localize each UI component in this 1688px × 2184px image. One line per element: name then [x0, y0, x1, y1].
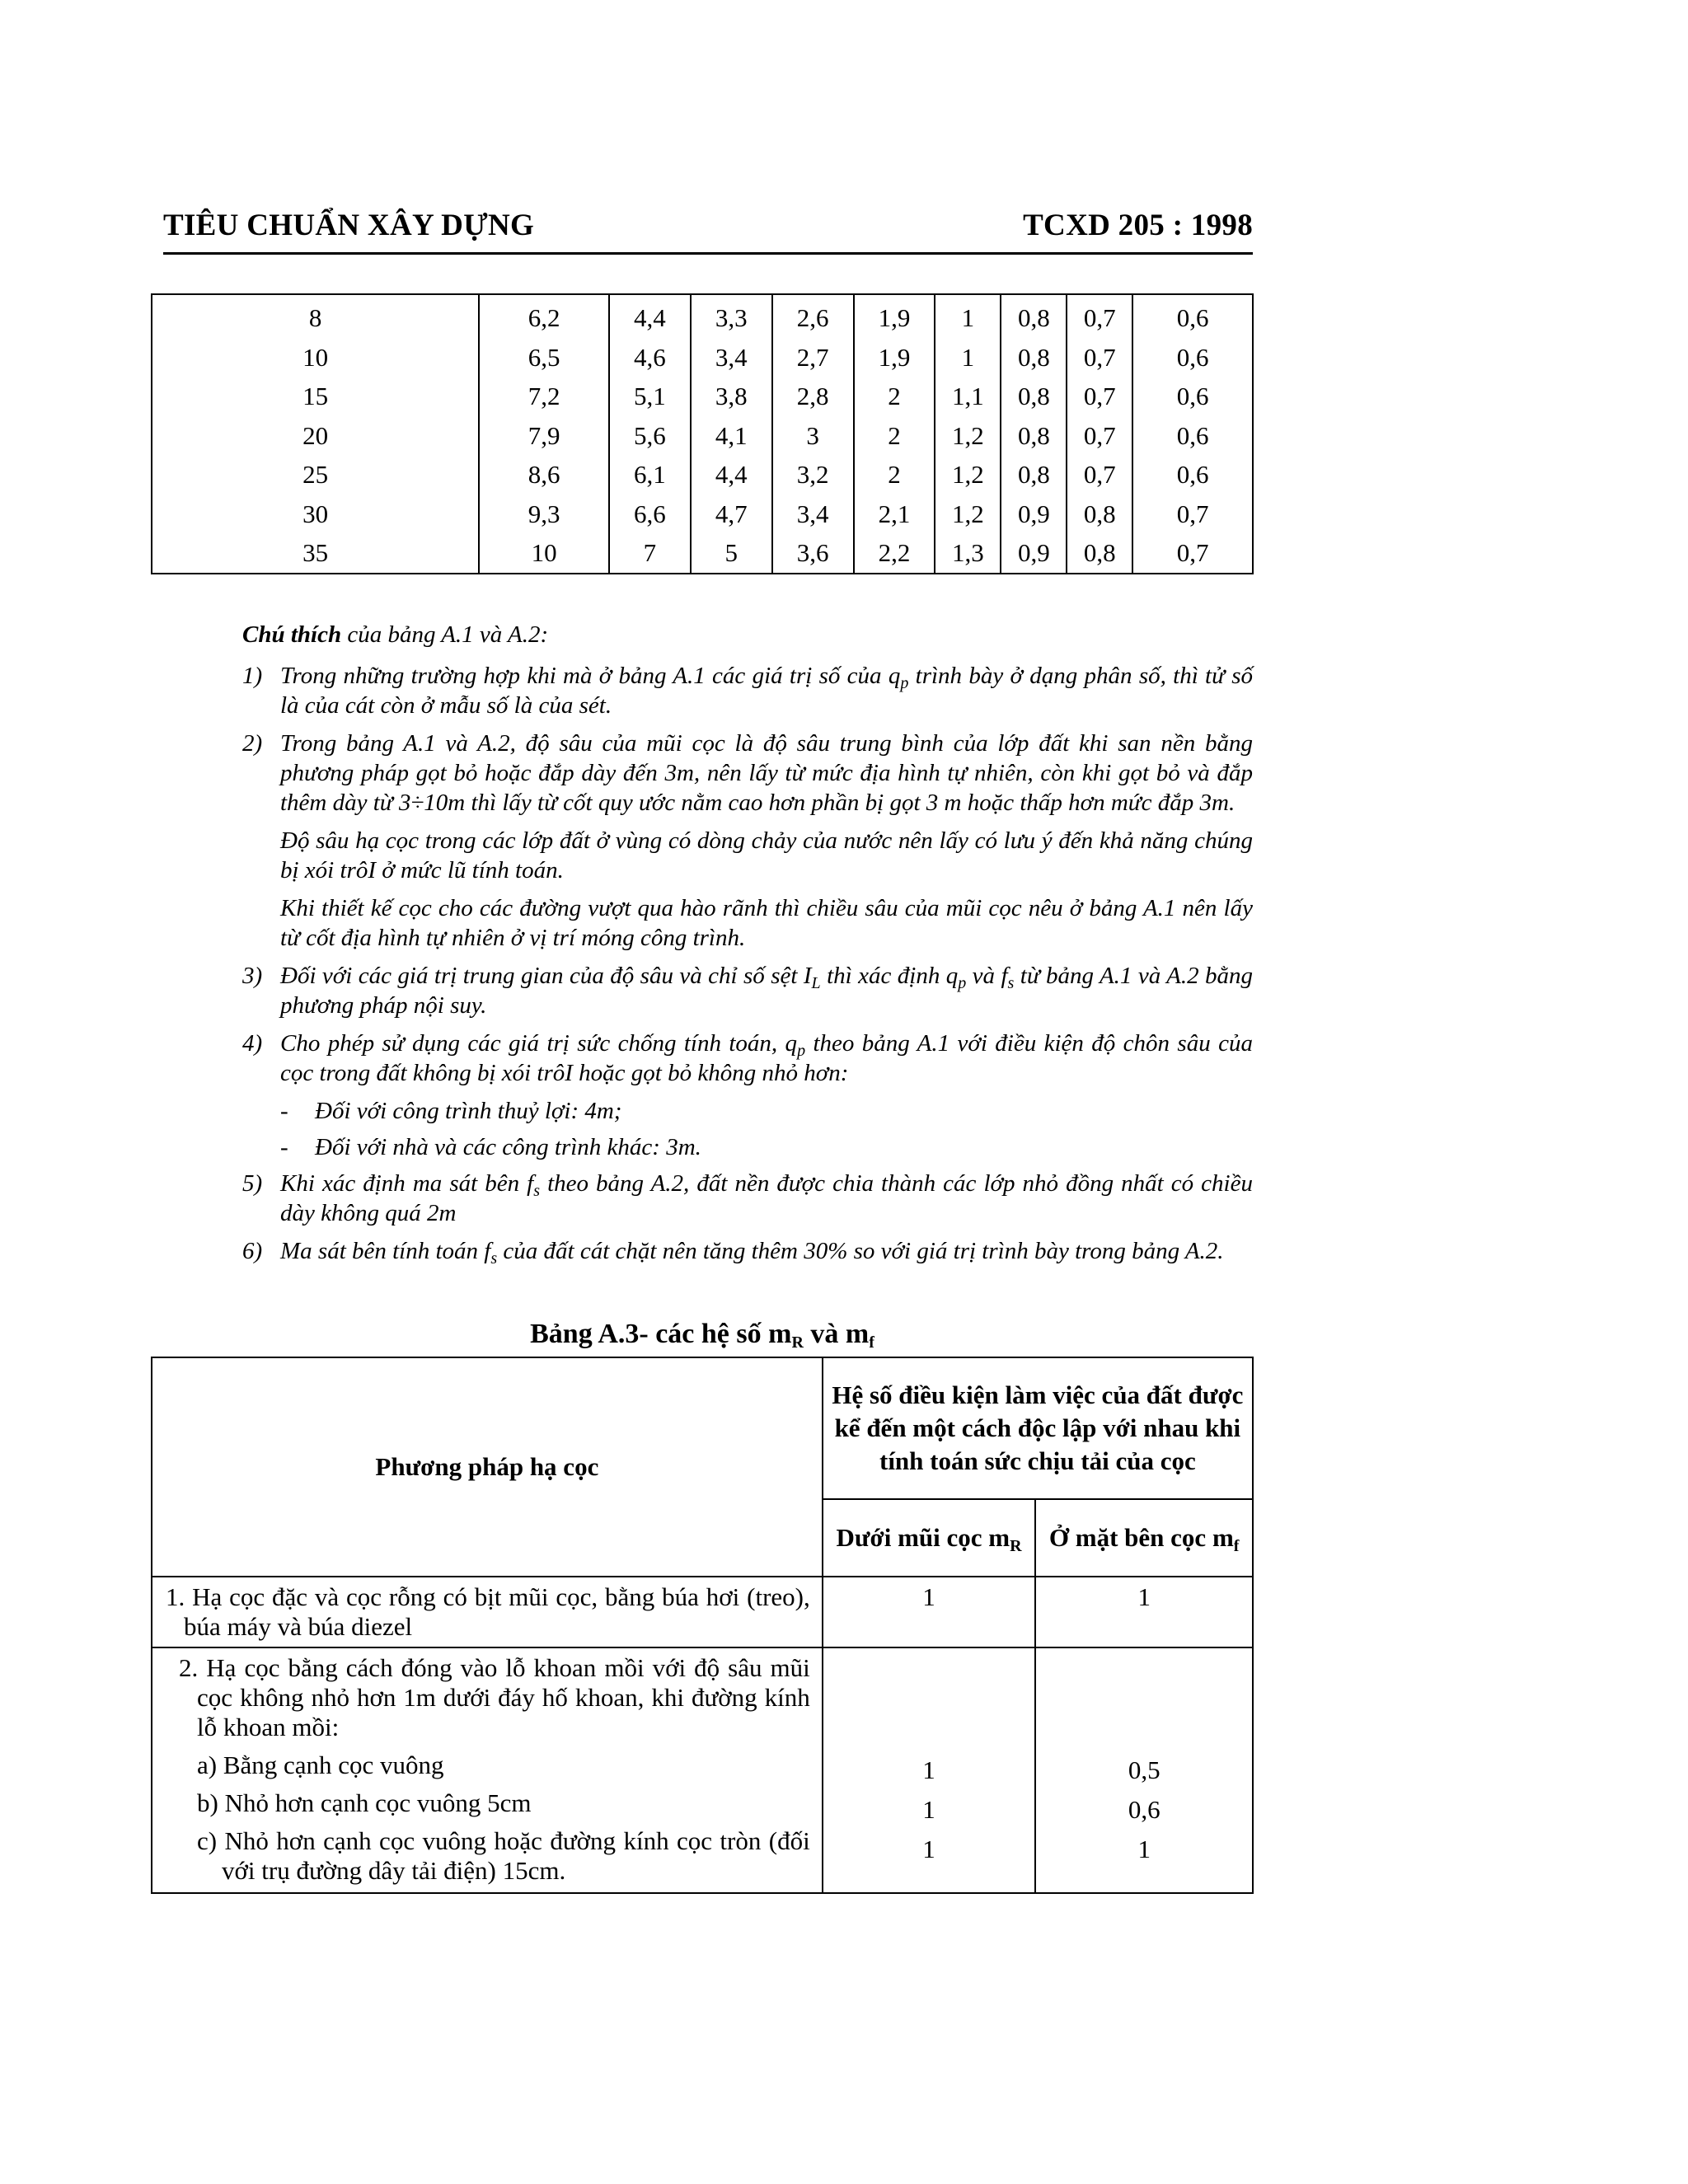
header-title: TIÊU CHUẨN XÂY DỰNG [163, 209, 535, 242]
table-cell: 1,9 [854, 338, 935, 377]
note-6: 6) Ma sát bên tính toán $f_s$ của đất cát chặt nên tăng thêm 30% so với giá trị trình bày trong bảng A.2. [242, 1238, 1224, 1268]
row-2-method: 2. Hạ cọc bằng cách đóng vào lỗ khoan mồi với độ sâu mũi cọc không nhỏ hơn 1m dưới đáy hố khoan, khi đường kính lỗ khoan mồi: [179, 1653, 810, 1741]
row-1-mf: 1 [1137, 1582, 1151, 1611]
table-cell: 3,3 [691, 294, 772, 338]
table-cell: 1,1 [935, 377, 1001, 416]
table-cell: 0,8 [1067, 494, 1132, 534]
table-cell: 3 [772, 416, 854, 456]
table-cell: 0,8 [1001, 416, 1067, 456]
table-cell: 0,7 [1067, 416, 1132, 456]
table-cell: 15 [152, 377, 479, 416]
table-cell: 6,6 [609, 494, 691, 534]
table-cell: 6,2 [479, 294, 609, 338]
table-cell: 0,6 [1132, 294, 1253, 338]
table-cell: 0,8 [1001, 338, 1067, 377]
table-cell: 4,1 [691, 416, 772, 456]
table-cell: 10 [479, 533, 609, 574]
table-cell: 2 [854, 416, 935, 456]
table-cell: 35 [152, 533, 479, 574]
row-2-mr-values: 1 1 1 [922, 1755, 935, 1863]
row-2-option-c: c) Nhỏ hơn cạnh cọc vuông hoặc đường kính cọc tròn (đối với trụ đường dây tải điện) 15cm. [197, 1826, 810, 1885]
table-cell: 2,8 [772, 377, 854, 416]
table-cell: 0,6 [1132, 416, 1253, 456]
table-a2-continued [151, 293, 1254, 574]
table-a3-title: Bảng A.3- các hệ số $m_R$ và $m_f$ [530, 1319, 874, 1352]
table-cell: 0,7 [1132, 494, 1253, 534]
table-cell: 0,8 [1001, 455, 1067, 494]
table-row [152, 377, 1253, 416]
row-2-option-b: b) Nhỏ hơn cạnh cọc vuông 5cm [197, 1788, 532, 1817]
table-cell: 4,4 [691, 455, 772, 494]
table-cell: 0,9 [1001, 533, 1067, 574]
table-cell: 0,8 [1001, 377, 1067, 416]
table-row [152, 533, 1253, 574]
table-row [152, 416, 1253, 456]
table-cell: 7 [609, 533, 691, 574]
row-1-mr: 1 [922, 1582, 935, 1611]
table-row [152, 455, 1253, 494]
table-cell: 0,8 [1067, 533, 1132, 574]
table-cell: 4,7 [691, 494, 772, 534]
table-cell: 1,2 [935, 416, 1001, 456]
note-5: 5) Khi xác định ma sát bên $f_s$ theo bảng A.2, đất nền được chia thành các lớp nhỏ đồng nhất có chiều dày không quá 2m [242, 1170, 1253, 1226]
note-4-item-1: - Đối với công trình thuỷ lợi: 4m; [280, 1098, 622, 1124]
header-method: Phương pháp hạ cọc [152, 1357, 823, 1577]
note-2-paragraph-2: Độ sâu hạ cọc trong các lớp đất ở vùng có dòng chảy của nước nên lấy có lưu ý đến khả năng chúng bị xói trôI ở mức lũ tính toán. [280, 827, 1253, 883]
page-header [163, 208, 1253, 255]
row-2-mf-values: 0,5 0,6 1 [1128, 1755, 1160, 1863]
header-mr: Dưới mũi cọc $m_R$ [823, 1499, 1036, 1577]
header-mf: Ở mặt bên cọc $m_f$ [1035, 1499, 1253, 1577]
table-row [152, 1577, 1253, 1647]
table-cell: 7,9 [479, 416, 609, 456]
note-3: 3) Đối với các giá trị trung gian của độ sâu và chỉ số sệt $I_L$ thì xác định $q_p$ và $f_s$ từ bảng A.1 và A.2 bằng phương pháp nội suy. [242, 963, 1253, 1019]
table-row [152, 294, 1253, 338]
table-cell: 5,6 [609, 416, 691, 456]
table-row [152, 1647, 1253, 1893]
note-4: 4) Cho phép sử dụng các giá trị sức chống tính toán, $q_p$ theo bảng A.1 với điều kiện độ chôn sâu của cọc trong đất không bị xói trôI hoặc gọt bỏ không nhỏ hơn: [242, 1030, 1253, 1086]
table-cell: 9,3 [479, 494, 609, 534]
table-cell: 1,2 [935, 455, 1001, 494]
table-cell: 0,7 [1067, 377, 1132, 416]
table-cell: 1,2 [935, 494, 1001, 534]
table-cell: 0,9 [1001, 494, 1067, 534]
table-cell: 6,1 [609, 455, 691, 494]
table-cell: 5,1 [609, 377, 691, 416]
table-cell: 0,7 [1067, 338, 1132, 377]
table-cell: 2,2 [854, 533, 935, 574]
table-cell: 30 [152, 494, 479, 534]
table-cell: 20 [152, 416, 479, 456]
table-cell: 5 [691, 533, 772, 574]
table-cell: 0,7 [1067, 455, 1132, 494]
table-a3 [151, 1357, 1254, 1894]
table-cell: 1 [935, 338, 1001, 377]
table-cell: 2,6 [772, 294, 854, 338]
note-1: 1) Trong những trường hợp khi mà ở bảng A.1 các giá trị số của $q_p$ trình bày ở dạng phân số, thì tử số là của cát còn ở mẫu số là của sét. [242, 663, 1253, 719]
table-cell: 3,4 [772, 494, 854, 534]
table-cell: 3,8 [691, 377, 772, 416]
table-cell: 0,6 [1132, 455, 1253, 494]
header-coefficient-group: Hệ số điều kiện làm việc của đất được kể đến một cách độc lập với nhau khi tính toán sức chịu tải của cọc [823, 1357, 1253, 1499]
table-cell: 0,7 [1067, 294, 1132, 338]
table-cell: 6,5 [479, 338, 609, 377]
table-cell: 1 [935, 294, 1001, 338]
table-cell: 8,6 [479, 455, 609, 494]
note-2-paragraph-3: Khi thiết kế cọc cho các đường vượt qua hào rãnh thì chiều sâu của mũi cọc nêu ở bảng A.1 nên lấy từ cốt địa hình tự nhiên ở vị trí móng công trình. [280, 895, 1253, 951]
table-cell: 0,8 [1001, 294, 1067, 338]
row-1-method: 1. Hạ cọc đặc và cọc rỗng có bịt mũi cọc, bằng búa hơi (treo), búa máy và búa diezel [166, 1582, 810, 1641]
table-cell: 10 [152, 338, 479, 377]
table-cell: 2,1 [854, 494, 935, 534]
table-row [152, 338, 1253, 377]
table-row [152, 494, 1253, 534]
note-2: 2) Trong bảng A.1 và A.2, độ sâu của mũi cọc là độ sâu trung bình của lớp đất khi san nền bằng phương pháp gọt bỏ hoặc đắp dày đến 3m, nên lấy từ mức địa hình tự nhiên, còn khi gọt bỏ và đắp thêm dày từ 3÷10m thì lấy từ cốt quy ước nằm cao hơn phần bị gọt 3 m hoặc thấp hơn mức đắp 3m. [242, 730, 1253, 816]
table-cell: 25 [152, 455, 479, 494]
table-cell: 1,9 [854, 294, 935, 338]
table-cell: 0,7 [1132, 533, 1253, 574]
table-cell: 4,4 [609, 294, 691, 338]
table-cell: 2 [854, 377, 935, 416]
table-cell: 4,6 [609, 338, 691, 377]
table-cell: 3,6 [772, 533, 854, 574]
table-cell: 8 [152, 294, 479, 338]
notes-title: Chú thích của bảng A.1 và A.2: [242, 621, 549, 648]
table-cell: 7,2 [479, 377, 609, 416]
notes-section [242, 620, 1253, 1274]
row-2-option-a: a) Bằng cạnh cọc vuông [197, 1750, 444, 1779]
header-standard-code: TCXD 205 : 1998 [1023, 209, 1253, 242]
table-cell: 0,6 [1132, 377, 1253, 416]
table-cell: 2 [854, 455, 935, 494]
table-cell: 0,6 [1132, 338, 1253, 377]
table-cell: 3,2 [772, 455, 854, 494]
note-4-item-2: - Đối với nhà và các công trình khác: 3m. [280, 1134, 701, 1160]
table-cell: 3,4 [691, 338, 772, 377]
table-cell: 1,3 [935, 533, 1001, 574]
table-cell: 2,7 [772, 338, 854, 377]
